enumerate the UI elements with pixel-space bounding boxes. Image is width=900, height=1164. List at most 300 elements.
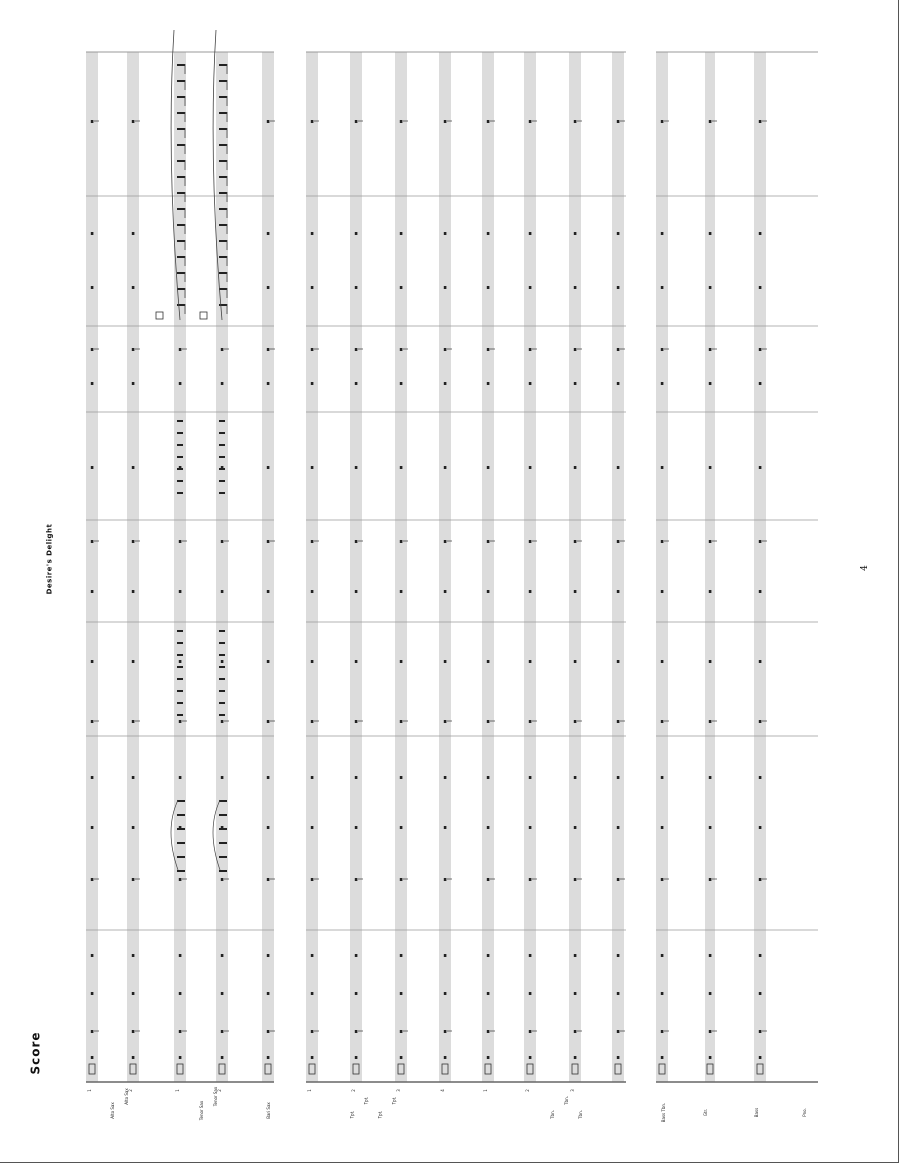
note-head — [91, 826, 94, 829]
note-head — [267, 954, 270, 957]
note-head — [617, 348, 620, 351]
note-head — [400, 826, 403, 829]
note-head — [487, 1030, 490, 1033]
beamed-note — [177, 96, 185, 98]
note-head — [574, 992, 577, 995]
note-head — [617, 382, 620, 385]
note-head — [574, 826, 577, 829]
beamed-note — [219, 468, 225, 470]
beamed-note — [177, 304, 185, 306]
note-head — [311, 660, 314, 663]
beamed-note — [219, 192, 227, 194]
note-head — [267, 720, 270, 723]
note-head — [709, 954, 712, 957]
instrument-label: Tpt. — [363, 1096, 369, 1105]
note-head — [400, 776, 403, 779]
note-head — [179, 1030, 182, 1033]
note-head — [709, 382, 712, 385]
beamed-note — [219, 96, 227, 98]
beamed-note — [219, 432, 225, 434]
note-head — [709, 992, 712, 995]
beamed-note — [177, 224, 185, 226]
beamed-note — [177, 702, 183, 704]
note-head — [91, 776, 94, 779]
staff — [174, 52, 186, 1082]
beamed-note — [177, 112, 185, 114]
beamed-note — [177, 432, 183, 434]
instrument-label: Bass — [754, 1107, 760, 1118]
tune-title: Desire's Delight — [45, 523, 54, 595]
part-number: 1 — [306, 1089, 312, 1092]
note-head — [91, 348, 94, 351]
beamed-note — [177, 420, 183, 422]
note-head — [400, 1030, 403, 1033]
note-head — [661, 540, 664, 543]
note-head — [529, 1056, 532, 1059]
note-head — [267, 826, 270, 829]
note-head — [529, 120, 532, 123]
note-head — [267, 1030, 270, 1033]
note-head — [132, 1030, 135, 1033]
note-head — [617, 776, 620, 779]
note-head — [709, 286, 712, 289]
beamed-note — [219, 272, 227, 274]
note-head — [267, 286, 270, 289]
note-head — [179, 348, 182, 351]
note-head — [529, 878, 532, 881]
note-head — [355, 466, 358, 469]
note-head — [759, 286, 762, 289]
beamed-note — [177, 80, 185, 82]
note-head — [617, 286, 620, 289]
note-head — [487, 992, 490, 995]
part-number: 2 — [350, 1089, 356, 1092]
beamed-note — [177, 678, 183, 680]
note-head — [400, 954, 403, 957]
note-head — [132, 776, 135, 779]
note-head — [444, 348, 447, 351]
staff — [127, 52, 139, 1082]
note-head — [267, 878, 270, 881]
note-head — [267, 540, 270, 543]
beamed-note — [177, 444, 183, 446]
note-head — [311, 590, 314, 593]
note-head — [617, 590, 620, 593]
note-head — [221, 348, 224, 351]
note-head — [311, 878, 314, 881]
staff — [395, 52, 407, 1082]
note-head — [661, 992, 664, 995]
note-head — [91, 382, 94, 385]
note-head — [311, 1030, 314, 1033]
note-head — [400, 1056, 403, 1059]
note-head — [355, 1056, 358, 1059]
note-head — [574, 954, 577, 957]
note-head — [709, 720, 712, 723]
beamed-note — [219, 856, 227, 858]
note-head — [132, 382, 135, 385]
beamed-note — [177, 468, 183, 470]
note-head — [759, 720, 762, 723]
note-head — [355, 540, 358, 543]
instrument-label: Tbn. — [577, 1110, 583, 1119]
note-head — [311, 776, 314, 779]
staff — [306, 52, 318, 1082]
beamed-note — [177, 814, 185, 816]
note-head — [355, 348, 358, 351]
note-head — [91, 120, 94, 123]
note-head — [221, 776, 224, 779]
note-head — [617, 826, 620, 829]
note-head — [400, 540, 403, 543]
beamed-note — [177, 492, 183, 494]
instrument-label: Tbn. — [563, 1096, 569, 1105]
rehearsal-box — [200, 312, 207, 319]
instrument-label: Tpt. — [391, 1096, 397, 1105]
note-head — [355, 1030, 358, 1033]
note-head — [617, 954, 620, 957]
beamed-note — [177, 64, 185, 66]
note-head — [91, 590, 94, 593]
note-head — [709, 776, 712, 779]
staff — [482, 52, 494, 1082]
beamed-note — [219, 828, 227, 830]
note-head — [529, 720, 532, 723]
note-head — [132, 286, 135, 289]
note-head — [267, 660, 270, 663]
note-head — [132, 954, 135, 957]
note-head — [709, 1056, 712, 1059]
beamed-note — [219, 176, 227, 178]
staff — [262, 52, 274, 1082]
beamed-note — [177, 256, 185, 258]
staff — [524, 52, 536, 1082]
note-head — [132, 232, 135, 235]
note-head — [221, 992, 224, 995]
note-head — [574, 382, 577, 385]
note-head — [709, 120, 712, 123]
note-head — [529, 466, 532, 469]
beamed-note — [219, 288, 227, 290]
note-head — [709, 348, 712, 351]
staff — [754, 52, 766, 1082]
note-head — [487, 660, 490, 663]
note-head — [759, 232, 762, 235]
beamed-note — [177, 630, 183, 632]
beamed-note — [177, 128, 185, 130]
note-head — [355, 286, 358, 289]
note-head — [709, 878, 712, 881]
beamed-note — [177, 288, 185, 290]
note-head — [529, 954, 532, 957]
note-head — [617, 466, 620, 469]
note-head — [487, 286, 490, 289]
note-head — [355, 382, 358, 385]
note-head — [759, 1030, 762, 1033]
note-head — [267, 1056, 270, 1059]
staff — [86, 52, 98, 1082]
note-head — [132, 878, 135, 881]
beamed-note — [177, 828, 185, 830]
beamed-note — [219, 714, 225, 716]
note-head — [179, 1056, 182, 1059]
staff — [350, 52, 362, 1082]
note-head — [574, 878, 577, 881]
note-head — [179, 878, 182, 881]
note-head — [311, 992, 314, 995]
note-head — [221, 382, 224, 385]
note-head — [617, 232, 620, 235]
note-head — [759, 660, 762, 663]
beamed-note — [219, 456, 225, 458]
note-head — [661, 776, 664, 779]
note-head — [267, 776, 270, 779]
beamed-note — [219, 208, 227, 210]
note-head — [661, 954, 664, 957]
note-head — [487, 954, 490, 957]
instrument-label: Tenor Sax — [199, 1100, 205, 1121]
note-head — [661, 382, 664, 385]
note-head — [487, 466, 490, 469]
note-head — [132, 348, 135, 351]
instrument-label: Alto Sax — [123, 1088, 129, 1105]
part-number: 1 — [86, 1089, 92, 1092]
note-head — [400, 466, 403, 469]
note-head — [179, 992, 182, 995]
note-head — [444, 954, 447, 957]
note-head — [91, 992, 94, 995]
note-head — [661, 348, 664, 351]
note-head — [444, 826, 447, 829]
beamed-note — [219, 842, 227, 844]
staff — [216, 52, 228, 1082]
note-head — [487, 826, 490, 829]
note-head — [132, 826, 135, 829]
note-head — [444, 590, 447, 593]
note-head — [311, 120, 314, 123]
note-head — [759, 954, 762, 957]
note-head — [529, 348, 532, 351]
note-head — [574, 660, 577, 663]
note-head — [179, 776, 182, 779]
note-head — [221, 954, 224, 957]
note-head — [132, 590, 135, 593]
note-head — [529, 660, 532, 663]
note-head — [444, 120, 447, 123]
note-head — [355, 120, 358, 123]
beamed-note — [219, 480, 225, 482]
note-head — [91, 954, 94, 957]
note-head — [661, 826, 664, 829]
note-head — [529, 1030, 532, 1033]
note-head — [574, 466, 577, 469]
note-head — [529, 992, 532, 995]
note-head — [444, 878, 447, 881]
note-head — [617, 1030, 620, 1033]
note-head — [444, 776, 447, 779]
beamed-note — [177, 690, 183, 692]
note-head — [311, 540, 314, 543]
part-number: 1 — [174, 1089, 180, 1092]
note-head — [444, 286, 447, 289]
note-head — [574, 720, 577, 723]
note-head — [132, 120, 135, 123]
note-head — [661, 1056, 664, 1059]
part-number: 1 — [482, 1089, 488, 1092]
note-head — [91, 540, 94, 543]
note-head — [311, 720, 314, 723]
part-number: 2 — [524, 1089, 530, 1092]
note-head — [444, 720, 447, 723]
note-head — [709, 466, 712, 469]
instrument-label: Tbn. — [549, 1110, 555, 1119]
note-head — [267, 232, 270, 235]
beamed-note — [177, 192, 185, 194]
note-head — [759, 992, 762, 995]
note-head — [617, 1056, 620, 1059]
beamed-note — [219, 654, 225, 656]
part-number: 2 — [216, 1089, 222, 1092]
instrument-label: Pno. — [801, 1108, 807, 1117]
note-head — [221, 1056, 224, 1059]
beamed-note — [219, 256, 227, 258]
note-head — [355, 660, 358, 663]
note-head — [709, 232, 712, 235]
beamed-note — [177, 272, 185, 274]
beamed-note — [219, 112, 227, 114]
beamed-note — [177, 480, 183, 482]
note-head — [487, 1056, 490, 1059]
note-head — [400, 878, 403, 881]
note-head — [617, 120, 620, 123]
note-head — [179, 720, 182, 723]
beamed-note — [219, 492, 225, 494]
note-head — [574, 590, 577, 593]
note-head — [444, 992, 447, 995]
note-head — [574, 120, 577, 123]
note-head — [759, 348, 762, 351]
note-head — [617, 720, 620, 723]
note-head — [617, 878, 620, 881]
note-head — [355, 232, 358, 235]
note-head — [709, 590, 712, 593]
note-head — [400, 286, 403, 289]
part-number: 3 — [569, 1089, 575, 1092]
beamed-note — [219, 702, 225, 704]
note-head — [759, 878, 762, 881]
note-head — [179, 382, 182, 385]
beamed-note — [177, 160, 185, 162]
instrument-label: Alto Sax — [109, 1102, 115, 1119]
staff — [612, 52, 624, 1082]
note-head — [355, 720, 358, 723]
note-head — [355, 826, 358, 829]
note-head — [311, 232, 314, 235]
note-head — [400, 382, 403, 385]
note-head — [661, 660, 664, 663]
beamed-note — [219, 64, 227, 66]
note-head — [617, 992, 620, 995]
beamed-note — [219, 630, 225, 632]
beamed-note — [177, 240, 185, 242]
note-head — [179, 540, 182, 543]
note-head — [574, 348, 577, 351]
note-head — [400, 120, 403, 123]
note-head — [400, 660, 403, 663]
beamed-note — [219, 690, 225, 692]
note-head — [444, 1056, 447, 1059]
note-head — [574, 1056, 577, 1059]
note-head — [179, 660, 182, 663]
beamed-note — [177, 456, 183, 458]
note-head — [709, 1030, 712, 1033]
note-head — [267, 120, 270, 123]
note-head — [444, 660, 447, 663]
instrument-label: Bass Tbn. — [661, 1102, 667, 1123]
beamed-note — [219, 642, 225, 644]
note-head — [529, 776, 532, 779]
note-head — [574, 776, 577, 779]
note-head — [311, 826, 314, 829]
note-head — [487, 120, 490, 123]
beamed-note — [219, 870, 227, 872]
note-head — [661, 878, 664, 881]
note-head — [574, 232, 577, 235]
note-head — [221, 720, 224, 723]
note-head — [91, 232, 94, 235]
beamed-note — [177, 870, 185, 872]
note-head — [311, 466, 314, 469]
instrument-label: Tpt. — [377, 1110, 383, 1119]
instrument-label: Bari Sax — [265, 1102, 271, 1119]
note-head — [444, 1030, 447, 1033]
beamed-note — [177, 856, 185, 858]
note-head — [487, 232, 490, 235]
note-head — [221, 590, 224, 593]
beamed-note — [219, 80, 227, 82]
note-head — [221, 660, 224, 663]
note-head — [661, 232, 664, 235]
note-head — [759, 776, 762, 779]
note-head — [444, 232, 447, 235]
note-head — [400, 992, 403, 995]
note-head — [132, 660, 135, 663]
beamed-note — [219, 128, 227, 130]
note-head — [132, 720, 135, 723]
staff — [705, 52, 715, 1082]
note-head — [355, 776, 358, 779]
note-head — [709, 826, 712, 829]
part-number: 3 — [395, 1089, 401, 1092]
note-head — [311, 382, 314, 385]
beamed-note — [219, 420, 225, 422]
score-heading: Score — [28, 1031, 43, 1075]
beamed-note — [177, 666, 183, 668]
note-head — [444, 540, 447, 543]
note-head — [91, 1056, 94, 1059]
note-head — [179, 590, 182, 593]
staff — [439, 52, 451, 1082]
note-head — [267, 348, 270, 351]
rehearsal-box — [156, 312, 163, 319]
note-head — [487, 382, 490, 385]
note-head — [529, 540, 532, 543]
note-head — [400, 348, 403, 351]
note-head — [661, 466, 664, 469]
beamed-note — [177, 176, 185, 178]
instrument-label: Tpt. — [349, 1110, 355, 1119]
note-head — [661, 120, 664, 123]
